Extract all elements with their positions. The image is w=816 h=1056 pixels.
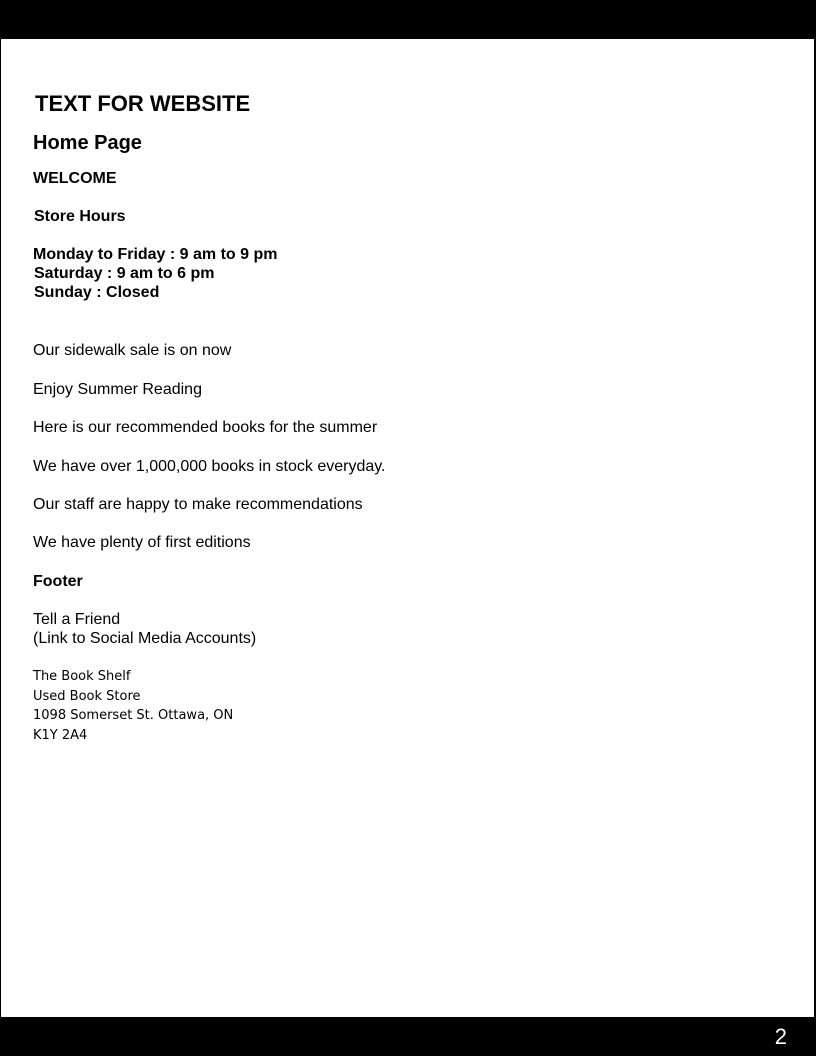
paragraph: We have plenty of first editions — [33, 534, 251, 551]
hours-line: Sunday : Closed — [34, 284, 160, 302]
paragraph: Here is our recommended books for the summer — [33, 419, 378, 436]
footer-link-line: (Link to Social Media Accounts) — [33, 630, 257, 648]
paragraph: Enjoy Summer Reading — [33, 381, 202, 398]
page-number: 2 — [774, 1024, 787, 1049]
bottom-bar — [1, 1017, 816, 1056]
welcome-heading: WELCOME — [33, 170, 117, 187]
top-bar — [1, 0, 816, 39]
paragraph: Our staff are happy to make recommendations — [33, 496, 363, 513]
store-address — [33, 667, 233, 745]
footer-link-line: Tell a Friend — [33, 611, 121, 628]
address-line: The Book Shelf — [33, 669, 131, 684]
hours-line: Monday to Friday : 9 am to 9 pm — [33, 246, 278, 263]
footer-links — [33, 610, 256, 648]
address-line: K1Y 2A4 — [33, 727, 88, 743]
store-hours-heading: Store Hours — [34, 208, 126, 225]
store-hours-list — [33, 245, 277, 303]
hours-line: Saturday : 9 am to 6 pm — [34, 265, 215, 283]
paragraph: We have over 1,000,000 books in stock everyday. — [33, 458, 386, 475]
document-title: TEXT FOR WEBSITE — [35, 91, 251, 116]
address-line: Used Book Store — [33, 688, 141, 704]
footer-heading: Footer — [33, 573, 83, 590]
section-title: Home Page — [33, 132, 142, 154]
address-line: 1098 Somerset St. Ottawa, ON — [33, 708, 234, 723]
paragraph: Our sidewalk sale is on now — [33, 342, 232, 359]
